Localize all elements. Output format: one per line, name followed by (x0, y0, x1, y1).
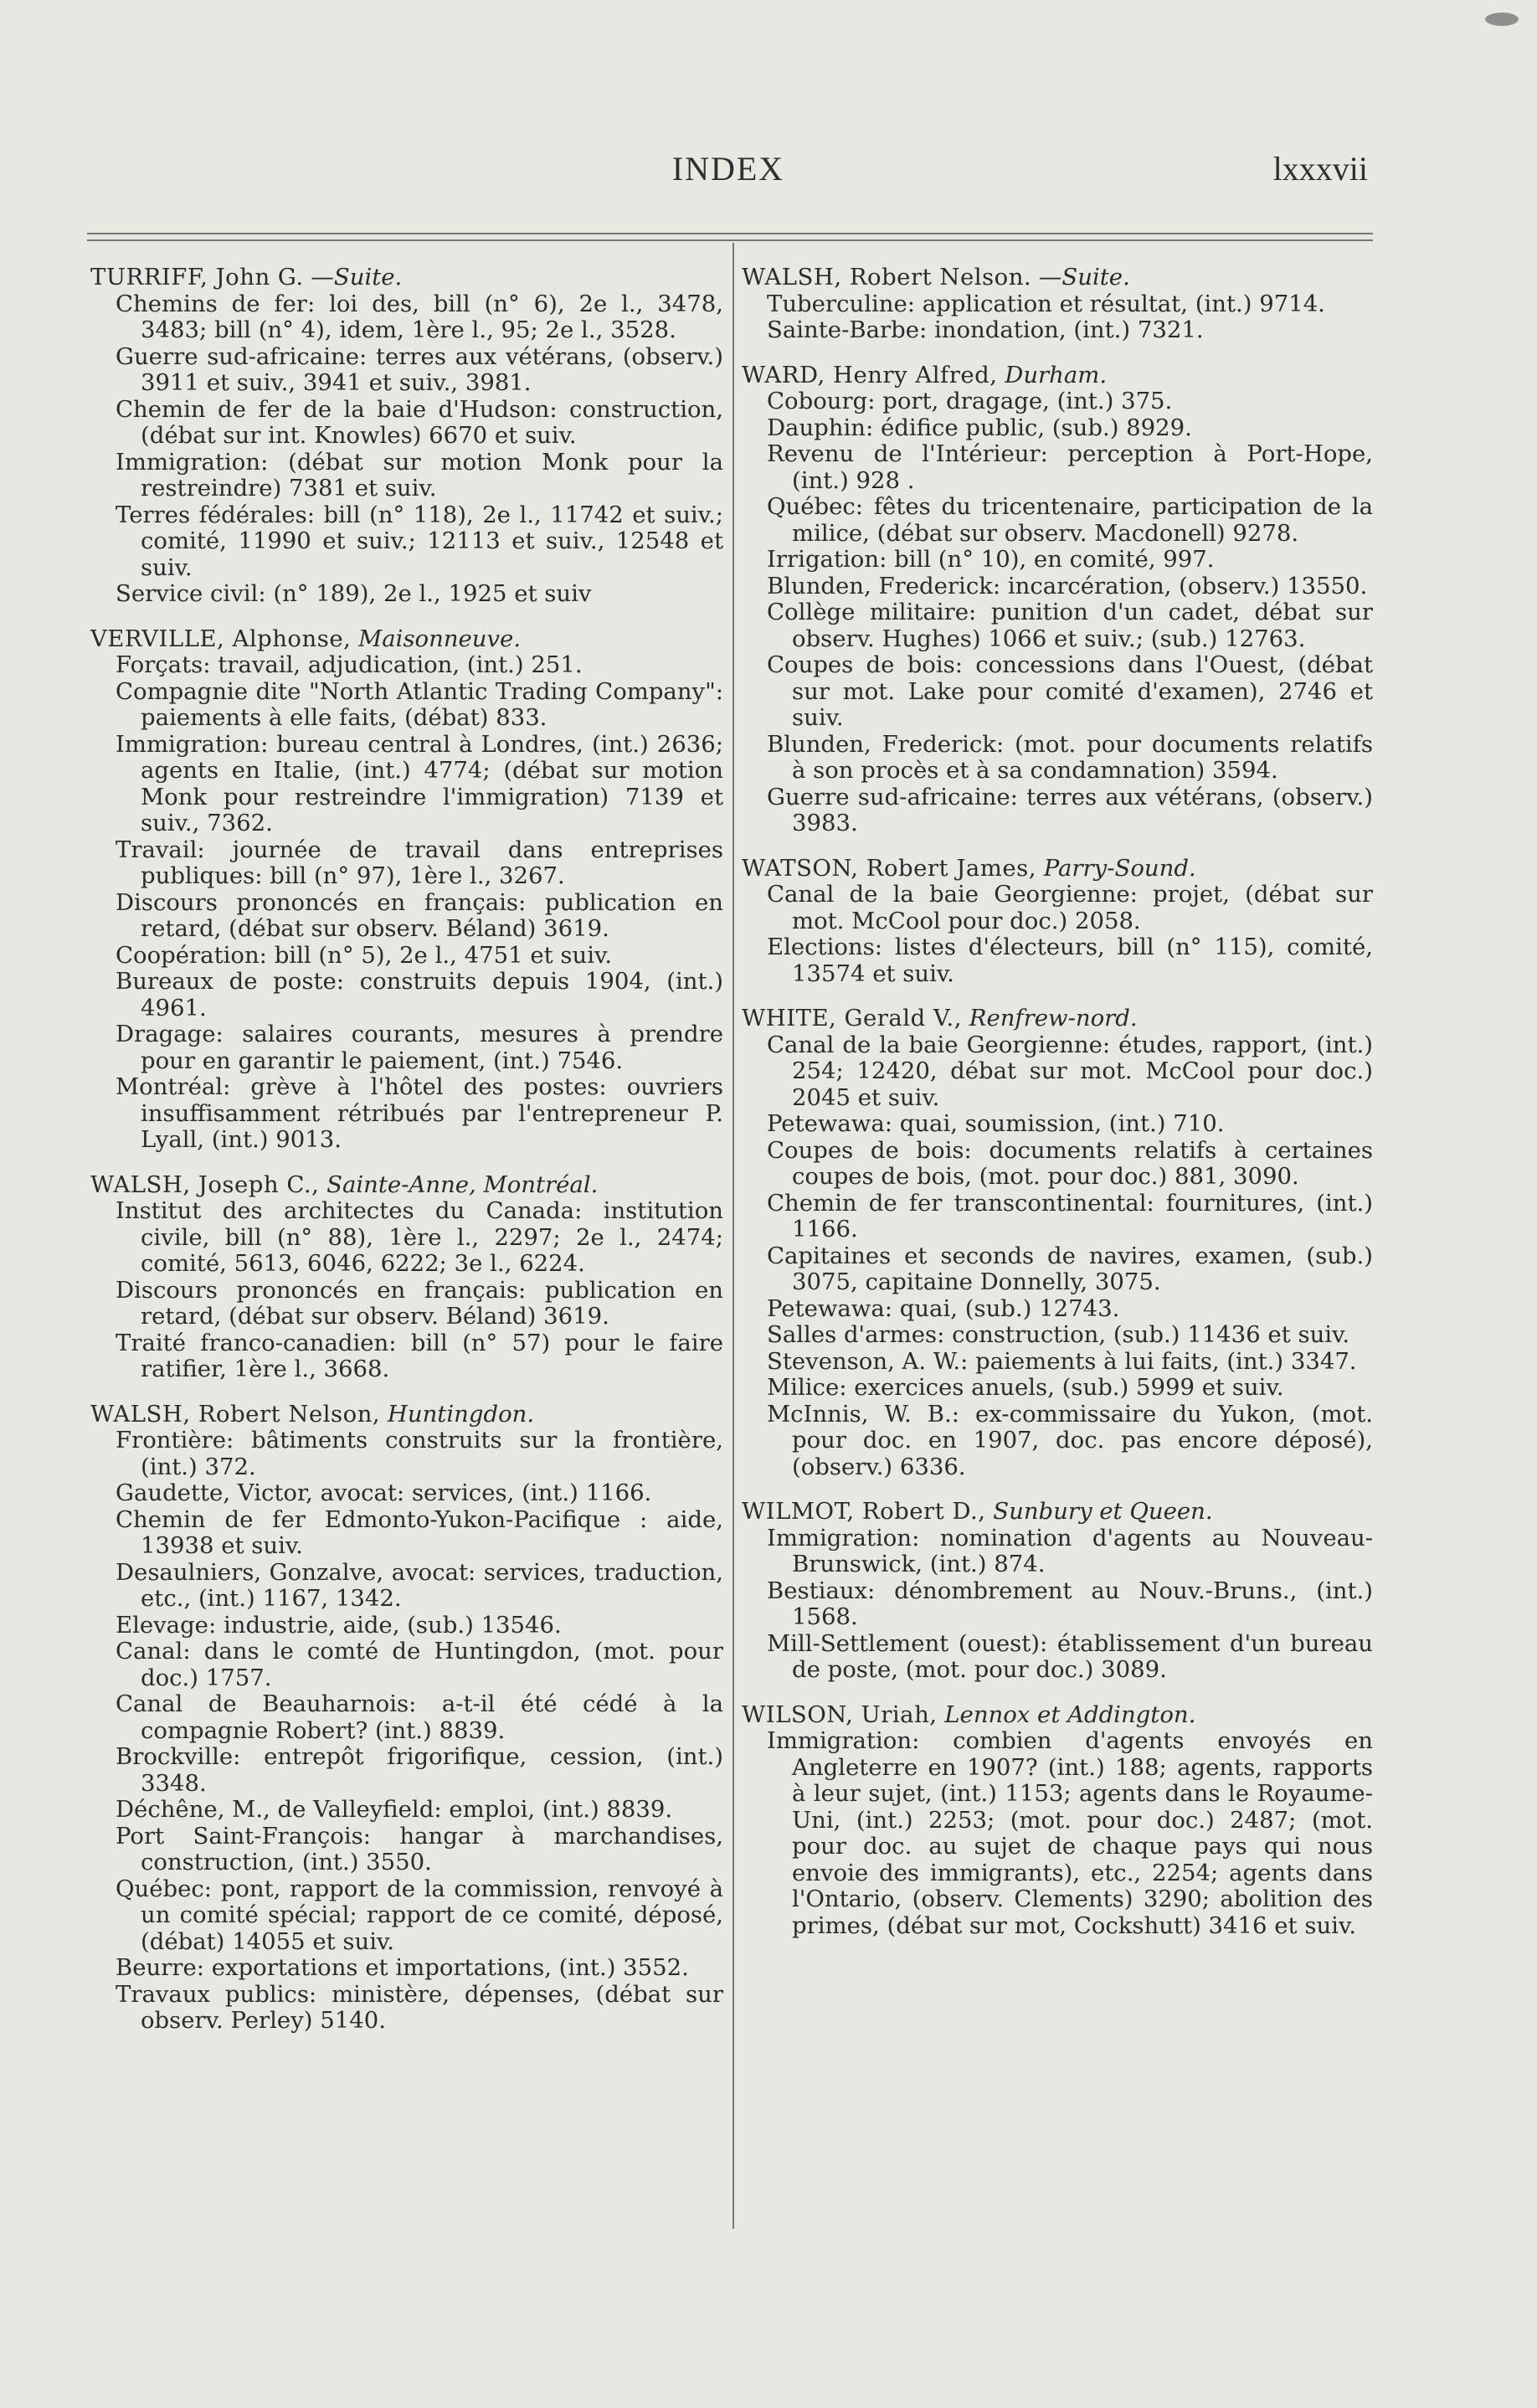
index-subentry: Travaux publics: ministère, dépenses, (débat sur observ. Perley) 5140. (116, 1980, 723, 2034)
left-column (90, 265, 723, 2053)
index-entry (742, 1702, 1373, 1940)
index-subentry: Compagnie dite "North Atlantic Trading Company": paiements à elle faits, (débat) 833. (116, 677, 723, 731)
index-subentry: Chemin de fer Edmonto-Yukon-Pacifique : aide, 13938 et suiv. (116, 1505, 723, 1559)
member-name: WARD, Henry Alfred, (742, 361, 998, 388)
index-subentry: Salles d'armes: construction, (sub.) 11436 et suiv. (767, 1321, 1350, 1348)
index-subentry: Canal de la baie Georgienne: études, rapport, (int.) 254; 12420, débat sur mot. McCool pour doc.) 2045 et suiv. (767, 1031, 1373, 1111)
entry-heading (742, 363, 1373, 389)
index-subentry: McInnis, W. B.: ex-commissaire du Yukon, (mot. pour doc. en 1907, doc. pas encore déposé), (observ.) 6336. (767, 1400, 1373, 1480)
index-subentry: Service civil: (n° 189), 2e l., 1925 et suiv (116, 580, 592, 607)
riding-name: Maisonneuve. (358, 625, 522, 652)
index-subentry: Coupes de bois: documents relatifs à certaines coupes de bois, (mot. pour doc.) 881, 3090. (767, 1136, 1373, 1190)
riding-name: Lennox et Addington. (944, 1701, 1196, 1728)
index-entry (90, 265, 723, 608)
index-subentry: Bestiaux: dénombrement au Nouv.-Bruns., (int.) 1568. (767, 1577, 1373, 1630)
riding-name: Sunbury et Queen. (993, 1498, 1213, 1525)
index-subentry: Revenu de l'Intérieur: perception à Port-Hope, (int.) 928 . (767, 440, 1373, 494)
index-subentry: Canal: dans le comté de Huntingdon, (mot. pour doc.) 1757. (116, 1638, 723, 1691)
index-subentry: Immigration: combien d'agents envoyés en Angleterre en 1907? (int.) 188; agents, rapports à leur sujet, (int.) 1153; agents dans le Royaume-Uni, (int.) 2253; (mot. pour doc.) 2487; (mot. pour doc. au sujet de chaque pays qui nous envoie des immigrants), etc., 2254; agents dans l'Ontario, (observ. Clements) 3290; abolition des primes, (débat sur mot, Cockshutt) 3416 et suiv. (767, 1727, 1373, 1939)
index-subentry: Traité franco-canadien: bill (n° 57) pour le faire ratifier, 1ère l., 3668. (116, 1329, 723, 1382)
member-name: TURRIFF, John G. (90, 264, 304, 291)
entry-heading (742, 265, 1373, 291)
member-name: VERVILLE, Alphonse, (90, 625, 352, 652)
index-subentry: Canal de la baie Georgienne: projet, (débat sur mot. McCool pour doc.) 2058. (767, 881, 1373, 934)
member-name: WALSH, Robert Nelson, (90, 1400, 381, 1428)
member-name: WILSON, Uriah, (742, 1701, 938, 1728)
entry-heading (90, 265, 723, 291)
riding-name: —Suite. (1038, 264, 1130, 291)
riding-name: Durham. (1005, 361, 1108, 388)
page-title: INDEX (671, 150, 785, 188)
riding-name: Renfrew-nord. (969, 1005, 1138, 1032)
index-subentry: Cobourg: port, dragage, (int.) 375. (767, 388, 1173, 414)
index-subentry: Brockville: entrepôt frigorifique, cession, (int.) 3348. (116, 1743, 723, 1797)
index-subentry: Collège militaire: punition d'un cadet, débat sur observ. Hughes) 1066 et suiv.; (sub.) 12763. (767, 599, 1373, 652)
entry-heading (742, 1702, 1373, 1729)
index-subentry: Guerre sud-africaine: terres aux vétérans, (observ.) 3983. (767, 783, 1373, 836)
index-subentry: Beurre: exportations et importations, (int.) 3552. (116, 1954, 689, 1981)
index-subentry: Travail: journée de travail dans entreprises publiques: bill (n° 97), 1ère l., 3267. (116, 836, 723, 889)
index-subentry: Discours prononcés en français: publication en retard, (débat sur observ. Béland) 3619. (116, 1276, 723, 1330)
index-subentry: Québec: fêtes du tricentenaire, participation de la milice, (débat sur observ. Macdonell) 9278. (767, 493, 1373, 547)
ink-smudge (1485, 13, 1519, 26)
header-rule-double (87, 239, 1373, 241)
index-subentry: Bureaux de poste: construits depuis 1904, (int.) 4961. (116, 968, 723, 1021)
member-name: WILMOT, Robert D., (742, 1498, 986, 1525)
entry-heading (90, 1402, 723, 1428)
entry-heading (90, 626, 723, 653)
index-subentry: Capitaines et seconds de navires, examen, (sub.) 3075, capitaine Donnelly, 3075. (767, 1242, 1373, 1295)
header-rule (87, 233, 1373, 234)
riding-name: Sainte-Anne, Montréal. (326, 1171, 599, 1198)
index-subentry: Terres fédérales: bill (n° 118), 2e l., 11742 et suiv.; comité, 11990 et suiv.; 12113 et suiv., 12548 et suiv. (116, 501, 723, 581)
index-subentry: Institut des architectes du Canada: institution civile, bill (n° 88), 1ère l., 2297; 2e l., 2474; comité, 5613, 6046, 6222; 3e l., 6224. (116, 1197, 723, 1277)
riding-name: Huntingdon. (387, 1400, 535, 1428)
index-subentry: Elections: listes d'électeurs, bill (n° 115), comité, 13574 et suiv. (767, 934, 1373, 987)
index-subentry: Forçats: travail, adjudication, (int.) 251. (116, 651, 583, 678)
index-entry (90, 1172, 723, 1383)
index-entry (742, 1006, 1373, 1480)
index-subentry: Québec: pont, rapport de la commission, renvoyé à un comité spécial; rapport de ce comité, déposé, (débat) 14055 et suiv. (116, 1875, 723, 1955)
index-subentry: Petewawa: quai, (sub.) 12743. (767, 1294, 1120, 1322)
index-subentry: Blunden, Frederick: (mot. pour documents relatifs à son procès et à sa condamnation) 3594. (767, 730, 1373, 784)
index-entry (742, 363, 1373, 837)
index-subentry: Milice: exercices anuels, (sub.) 5999 et suiv. (767, 1374, 1284, 1401)
index-entry (742, 1499, 1373, 1684)
index-subentry: Chemin de fer de la baie d'Hudson: construction, (débat sur int. Knowles) 6670 et suiv. (116, 395, 723, 449)
index-subentry: Coupes de bois: concessions dans l'Ouest, (débat sur mot. Lake pour comité d'examen), 2746 et suiv. (767, 651, 1373, 731)
index-subentry: Irrigation: bill (n° 10), en comité, 997. (767, 546, 1215, 573)
index-subentry: Stevenson, A. W.: paiements à lui faits, (int.) 3347. (767, 1347, 1357, 1375)
entry-heading (742, 1499, 1373, 1526)
index-subentry: Discours prononcés en français: publication en retard, (débat sur observ. Béland) 3619. (116, 888, 723, 942)
member-name: WALSH, Joseph C., (90, 1171, 320, 1198)
index-subentry: Tuberculine: application et résultat, (int.) 9714. (767, 290, 1325, 317)
index-entry (90, 626, 723, 1154)
page-number: lxxxvii (1272, 150, 1368, 188)
entry-heading (742, 1006, 1373, 1032)
right-column (742, 265, 1373, 1958)
index-subentry: Chemins de fer: loi des, bill (n° 6), 2e l., 3478, 3483; bill (n° 4), idem, 1ère l., 95; 2e l., 3528. (116, 290, 723, 343)
index-subentry: Guerre sud-africaine: terres aux vétérans, (observ.) 3911 et suiv., 3941 et suiv., 3981. (116, 342, 723, 396)
index-subentry: Déchêne, M., de Valleyfield: emploi, (int.) 8839. (116, 1796, 673, 1823)
index-subentry: Sainte-Barbe: inondation, (int.) 7321. (767, 316, 1204, 343)
index-subentry: Petewawa: quai, soumission, (int.) 710. (767, 1110, 1225, 1137)
riding-name: Parry-Sound. (1043, 854, 1196, 882)
index-subentry: Mill-Settlement (ouest): établissement d'un bureau de poste, (mot. pour doc.) 3089. (767, 1629, 1373, 1683)
entry-heading (90, 1172, 723, 1199)
index-subentry: Immigration: bureau central à Londres, (int.) 2636; agents en Italie, (int.) 4774; (débat sur motion Monk pour restreindre l'immigration) 7139 et suiv., 7362. (116, 730, 723, 836)
index-subentry: Coopération: bill (n° 5), 2e l., 4751 et suiv. (116, 941, 613, 969)
index-subentry: Elevage: industrie, aide, (sub.) 13546. (116, 1611, 562, 1639)
index-subentry: Immigration: nomination d'agents au Nouveau-Brunswick, (int.) 874. (767, 1524, 1373, 1577)
index-subentry: Chemin de fer transcontinental: fournitures, (int.) 1166. (767, 1189, 1373, 1243)
column-divider (733, 243, 734, 2229)
index-entry (742, 265, 1373, 344)
index-subentry: Desaulniers, Gonzalve, avocat: services, traduction, etc., (int.) 1167, 1342. (116, 1558, 723, 1612)
index-subentry: Frontière: bâtiments construits sur la frontière, (int.) 372. (116, 1427, 723, 1480)
index-subentry: Blunden, Frederick: incarcération, (observ.) 13550. (767, 572, 1368, 599)
member-name: WALSH, Robert Nelson. (742, 264, 1032, 291)
index-subentry: Port Saint-François: hangar à marchandises, construction, (int.) 3550. (116, 1822, 723, 1875)
index-entry (742, 856, 1373, 988)
index-subentry: Canal de Beauharnois: a-t-il été cédé à la compagnie Robert? (int.) 8839. (116, 1690, 723, 1744)
index-subentry: Dragage: salaires courants, mesures à prendre pour en garantir le paiement, (int.) 7546. (116, 1021, 723, 1074)
member-name: WATSON, Robert James, (742, 854, 1036, 882)
entry-heading (742, 856, 1373, 882)
riding-name: —Suite. (311, 264, 403, 291)
index-subentry: Immigration: (débat sur motion Monk pour la restreindre) 7381 et suiv. (116, 448, 723, 502)
member-name: WHITE, Gerald V., (742, 1005, 962, 1032)
index-subentry: Dauphin: édifice public, (sub.) 8929. (767, 414, 1192, 441)
index-subentry: Gaudette, Victor, avocat: services, (int.) 1166. (116, 1479, 652, 1506)
index-entry (90, 1402, 723, 2035)
index-subentry: Montréal: grève à l'hôtel des postes: ouvriers insuffisamment rétribués par l'entrepreneur P. Lyall, (int.) 9013. (116, 1073, 723, 1153)
